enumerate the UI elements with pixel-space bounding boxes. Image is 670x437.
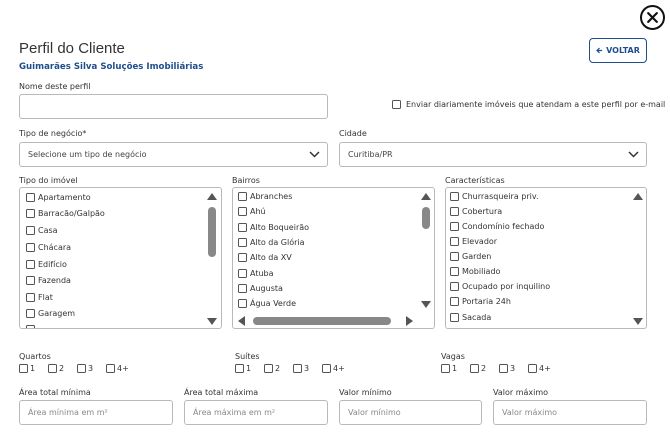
property-type-label: Tipo do imóvel [19, 176, 78, 185]
min-value-label: Valor mínimo [339, 388, 392, 397]
checkbox[interactable] [106, 364, 115, 373]
checkbox[interactable] [238, 207, 247, 216]
list-item-label: Ahú [250, 207, 266, 216]
list-item-label: Atuba [250, 269, 274, 278]
checkbox[interactable] [26, 193, 35, 202]
neighborhoods-label: Bairros [232, 176, 260, 185]
list-item[interactable] [450, 297, 511, 306]
back-button-label: VOLTAR [606, 46, 640, 55]
option-label: 1 [30, 364, 36, 373]
list-item-label: Cobertura [462, 207, 503, 216]
option-label: 3 [304, 364, 310, 373]
features-list[interactable] [445, 187, 647, 329]
checkbox[interactable] [238, 192, 247, 201]
checkbox[interactable] [238, 299, 247, 308]
list-item[interactable] [450, 282, 550, 291]
chevron-down-icon [628, 151, 639, 158]
parking-option-3[interactable] [499, 364, 515, 373]
list-item[interactable] [450, 222, 544, 231]
list-item-label: Barracão/Galpão [38, 209, 105, 218]
parking-option-4plus[interactable] [528, 364, 551, 373]
list-item[interactable] [238, 238, 305, 247]
max-area-label: Área total máxima [184, 388, 259, 397]
list-item[interactable] [238, 299, 296, 308]
features-scrollbar[interactable] [633, 193, 643, 325]
business-type-value: Selecione um tipo de negócio [28, 150, 147, 159]
features-label: Características [445, 176, 505, 185]
list-item-label: Chácara [38, 243, 72, 252]
list-item[interactable] [238, 223, 309, 232]
list-item-label: Portaria 24h [462, 297, 511, 306]
checkbox[interactable] [48, 364, 57, 373]
suites-option-3[interactable] [293, 364, 309, 373]
bedrooms-label: Quartos [19, 352, 51, 361]
checkbox[interactable] [450, 222, 459, 231]
checkbox[interactable] [26, 260, 35, 269]
min-area-label: Área total mínima [19, 388, 91, 397]
property-type-scrollbar[interactable] [207, 193, 217, 325]
scroll-up-icon[interactable] [207, 193, 217, 200]
option-label: 1 [246, 364, 252, 373]
neighborhoods-scrollbar-v[interactable] [421, 193, 431, 308]
checkbox[interactable] [450, 297, 459, 306]
checkbox[interactable] [470, 364, 479, 373]
checkbox[interactable] [26, 276, 35, 285]
list-item-label: Churrasqueira priv. [462, 192, 539, 201]
profile-name-label: Nome deste perfil [19, 82, 91, 91]
list-item[interactable] [26, 260, 67, 269]
back-button[interactable] [589, 38, 647, 63]
list-item-label: Água Verde [250, 299, 296, 308]
business-type-label: Tipo de negócio* [19, 129, 87, 138]
list-item-label: Garden [462, 252, 492, 261]
property-type-list[interactable] [19, 187, 222, 329]
checkbox[interactable] [322, 364, 331, 373]
max-value-input[interactable] [493, 400, 647, 425]
suites-option-1[interactable] [235, 364, 251, 373]
checkbox[interactable] [441, 364, 450, 373]
checkbox[interactable] [264, 364, 273, 373]
daily-email-checkbox[interactable] [392, 100, 401, 109]
bedrooms-option-1[interactable] [19, 364, 35, 373]
list-item[interactable] [238, 284, 283, 293]
close-button[interactable] [640, 5, 665, 30]
arrow-left-icon [596, 47, 603, 54]
checkbox[interactable] [499, 364, 508, 373]
scroll-left-icon[interactable] [238, 316, 245, 326]
list-item-label: Fazenda [38, 276, 71, 285]
option-label: 2 [481, 364, 487, 373]
bedrooms-option-3[interactable] [77, 364, 93, 373]
list-item[interactable] [26, 209, 105, 218]
bedrooms-option-2[interactable] [48, 364, 64, 373]
checkbox[interactable] [235, 364, 244, 373]
scroll-thumb[interactable] [253, 317, 391, 325]
checkbox[interactable] [26, 243, 35, 252]
scroll-right-icon[interactable] [406, 316, 413, 326]
checkbox[interactable] [450, 267, 459, 276]
list-item[interactable] [26, 226, 58, 235]
daily-email-label: Enviar diariamente imóveis que atendam a este perfil por e-mail [406, 100, 666, 109]
suites-option-2[interactable] [264, 364, 280, 373]
min-value-placeholder: Valor mínimo [348, 408, 401, 417]
checkbox[interactable] [450, 282, 459, 291]
option-label: 4+ [117, 364, 129, 373]
option-label: 2 [275, 364, 281, 373]
list-item-label: Alto Boqueirão [250, 223, 310, 232]
list-item[interactable] [238, 207, 266, 216]
max-area-input[interactable] [184, 400, 328, 425]
checkbox[interactable] [293, 364, 302, 373]
min-value-input[interactable] [339, 400, 482, 425]
scroll-thumb[interactable] [208, 207, 216, 257]
checkbox[interactable] [26, 309, 35, 318]
option-label: 2 [59, 364, 65, 373]
neighborhoods-list[interactable] [232, 187, 435, 329]
list-item-partial [26, 325, 35, 329]
list-item[interactable] [26, 243, 71, 252]
neighborhoods-scrollbar-h[interactable] [238, 316, 418, 326]
parking-option-1[interactable] [441, 364, 457, 373]
checkbox[interactable] [238, 223, 247, 232]
scroll-down-icon[interactable] [633, 318, 643, 325]
close-icon [646, 11, 659, 24]
checkbox[interactable] [450, 207, 459, 216]
list-item-label: Edifício [38, 260, 67, 269]
suites-option-4plus[interactable] [322, 364, 345, 373]
list-item-label: Elevador [462, 237, 498, 246]
checkbox[interactable] [238, 269, 247, 278]
checkbox[interactable] [450, 313, 459, 322]
list-item-label: Sacada [462, 313, 492, 322]
bedrooms-option-4plus[interactable] [106, 364, 129, 373]
city-select[interactable] [339, 142, 647, 167]
list-item-label: Garagem [38, 309, 76, 318]
min-area-input[interactable] [19, 400, 173, 425]
checkbox[interactable] [26, 226, 35, 235]
min-area-placeholder: Área mínima em m² [28, 408, 108, 417]
max-value-placeholder: Valor máximo [502, 408, 558, 417]
list-item[interactable] [26, 293, 53, 302]
checkbox[interactable] [450, 192, 459, 201]
checkbox[interactable] [450, 252, 459, 261]
option-label: 4+ [539, 364, 551, 373]
parking-option-2[interactable] [470, 364, 486, 373]
checkbox[interactable] [26, 209, 35, 218]
list-item[interactable] [450, 237, 497, 246]
option-label: 3 [88, 364, 94, 373]
list-item[interactable] [26, 309, 75, 318]
list-item[interactable] [238, 192, 292, 201]
checkbox[interactable] [450, 237, 459, 246]
list-item[interactable] [238, 269, 274, 278]
option-label: 4+ [333, 364, 345, 373]
business-type-select[interactable] [19, 142, 328, 167]
list-item[interactable] [450, 267, 500, 276]
checkbox[interactable] [528, 364, 537, 373]
list-item-label: Condomínio fechado [462, 222, 545, 231]
city-value: Curitiba/PR [348, 150, 393, 159]
suites-label: Suítes [235, 352, 260, 361]
list-item[interactable] [26, 276, 71, 285]
scroll-down-icon[interactable] [207, 318, 217, 325]
list-item-label: Mobiliado [462, 267, 501, 276]
city-label: Cidade [339, 129, 367, 138]
list-item-label: Apartamento [38, 193, 91, 202]
list-item[interactable] [26, 193, 91, 202]
list-item[interactable] [450, 313, 491, 322]
list-item-label: Casa [38, 226, 58, 235]
max-area-placeholder: Área máxima em m² [193, 408, 276, 417]
checkbox[interactable] [19, 364, 28, 373]
scroll-up-icon[interactable] [421, 193, 431, 200]
profile-name-input[interactable] [19, 94, 328, 119]
checkbox[interactable] [77, 364, 86, 373]
option-label: 1 [452, 364, 458, 373]
checkbox[interactable] [238, 284, 247, 293]
list-item[interactable] [450, 252, 491, 261]
list-item-label: Alto da Glória [250, 238, 305, 247]
option-label: 3 [510, 364, 516, 373]
list-item[interactable] [238, 253, 292, 262]
page-title: Perfil do Cliente [19, 40, 125, 57]
chevron-down-icon [309, 151, 320, 158]
list-item-label: Flat [38, 293, 53, 302]
checkbox [26, 325, 35, 329]
max-value-label: Valor máximo [493, 388, 549, 397]
scroll-down-icon[interactable] [421, 301, 431, 308]
list-item-label: Augusta [250, 284, 283, 293]
list-item[interactable] [450, 192, 539, 201]
checkbox[interactable] [238, 238, 247, 247]
list-item[interactable] [450, 207, 502, 216]
list-item-label: Ocupado por inquilino [462, 282, 551, 291]
checkbox[interactable] [238, 253, 247, 262]
daily-email-option[interactable] [392, 100, 665, 109]
company-name: Guimarães Silva Soluções Imobiliárias [19, 62, 204, 72]
list-item-label: Alto da XV [250, 253, 292, 262]
checkbox[interactable] [26, 293, 35, 302]
parking-label: Vagas [441, 352, 465, 361]
scroll-up-icon[interactable] [633, 193, 643, 200]
scroll-thumb[interactable] [422, 207, 430, 229]
list-item-label: Abranches [250, 192, 293, 201]
